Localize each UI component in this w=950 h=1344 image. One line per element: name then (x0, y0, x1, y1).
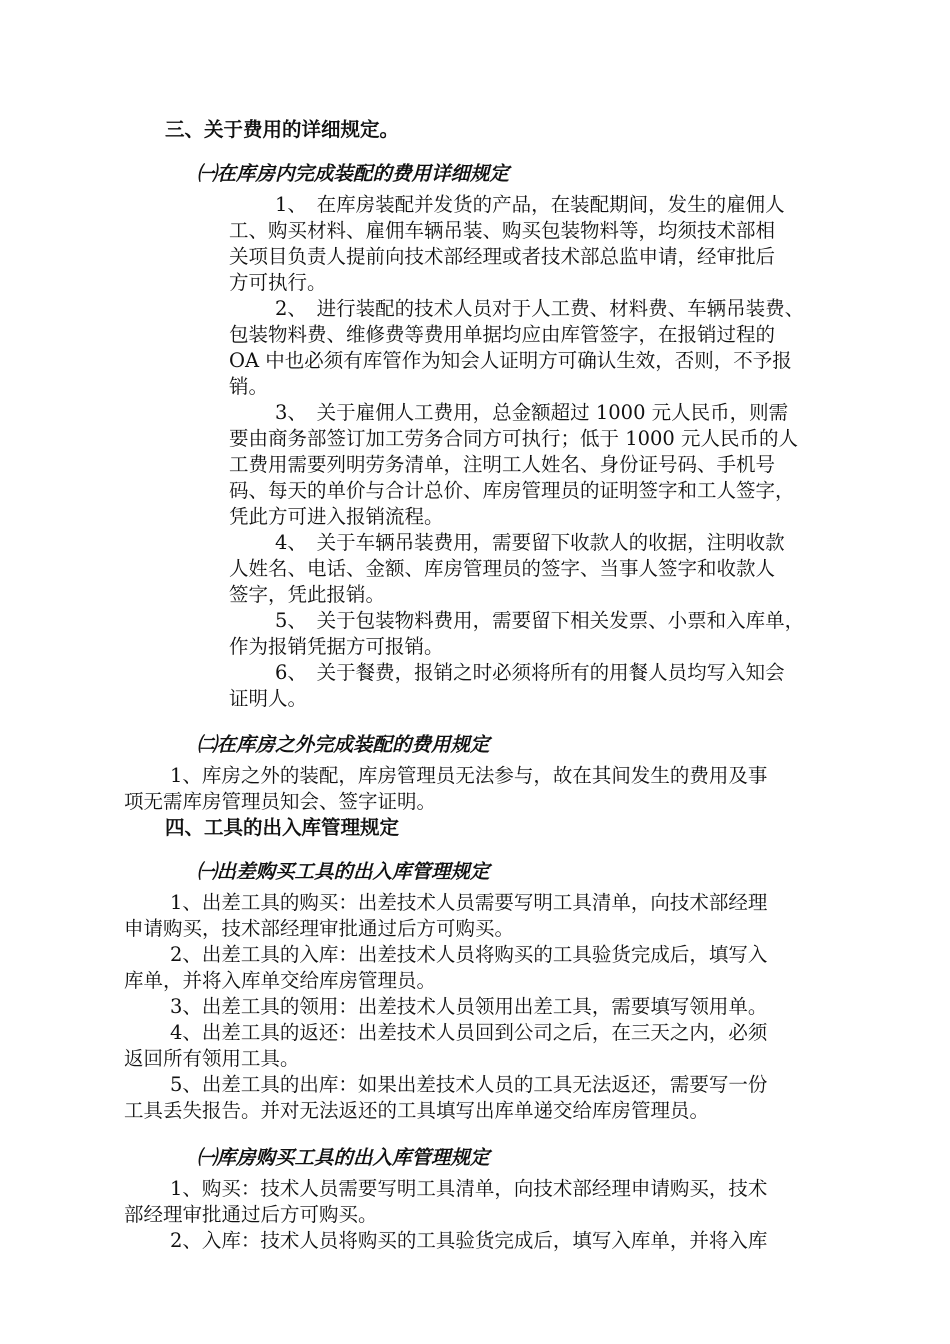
section-4-heading: 四、工具的出入库管理规定 (165, 816, 400, 839)
s3-item-2-line-1: 2、 进行装配的技术人员对于人工费、材料费、车辆吊装费、 (275, 297, 805, 320)
s3-item-5-line-1: 5、 关于包装物料费用，需要留下相关发票、小票和入库单， (275, 609, 805, 632)
s3-item-2-line-3: OA 中也必须有库管作为知会人证明方可确认生效，否则，不予报 (229, 349, 792, 372)
s4-sub1-line-3: 2、出差工具的入库：出差技术人员将购买的工具验货完成后，填写入 (170, 943, 768, 966)
s3-item-2-line-4: 销。 (229, 375, 269, 398)
s4-sub2-line-3: 2、入库：技术人员将购买的工具验货完成后，填写入库单，并将入库 (170, 1229, 768, 1252)
section-4-sub-1-heading: ㈠出差购买工具的出入库管理规定 (197, 860, 490, 883)
s3-sub2-line-1: 1、库房之外的装配，库房管理员无法参与，故在其间发生的费用及事 (170, 764, 768, 787)
s3-item-1-line-2: 工、购买材料、雇佣车辆吊装、购买包装物料等，均须技术部相 (229, 219, 776, 242)
s4-sub1-line-8: 5、出差工具的出库：如果出差技术人员的工具无法返还，需要写一份 (170, 1073, 768, 1096)
s3-item-4-line-3: 签字，凭此报销。 (229, 583, 386, 606)
s4-sub1-line-7: 返回所有领用工具。 (124, 1047, 300, 1070)
s3-item-5-line-2: 作为报销凭据方可报销。 (229, 635, 444, 658)
s3-item-6-line-2: 证明人。 (229, 687, 308, 710)
s3-item-3-line-2: 要由商务部签订加工劳务合同方可执行；低于 1000 元人民币的人 (229, 427, 799, 450)
s3-item-4-line-1: 4、 关于车辆吊装费用，需要留下收款人的收据，注明收款 (275, 531, 785, 554)
s3-item-3-line-1: 3、 关于雇佣人工费用，总金额超过 1000 元人民币，则需 (275, 401, 789, 424)
s4-sub1-line-9: 工具丢失报告。并对无法返还的工具填写出库单递交给库房管理员。 (124, 1099, 710, 1122)
s3-item-1-line-4: 方可执行。 (229, 271, 327, 294)
s4-sub2-line-1: 1、购买：技术人员需要写明工具清单，向技术部经理申请购买，技术 (170, 1177, 768, 1200)
s3-item-1-line-3: 关项目负责人提前向技术部经理或者技术部总监申请，经审批后 (229, 245, 776, 268)
s3-item-3-line-3: 工费用需要列明劳务清单，注明工人姓名、身份证号码、手机号 (229, 453, 776, 476)
s3-item-3-line-4: 码、每天的单价与合计总价、库房管理员的证明签字和工人签字， (229, 479, 795, 502)
section-3-heading: 三、关于费用的详细规定。 (165, 118, 400, 141)
s3-item-1-line-1: 1、 在库房装配并发货的产品，在装配期间，发生的雇佣人 (275, 193, 785, 216)
s3-item-2-line-2: 包装物料费、维修费等费用单据均应由库管签字，在报销过程的 (229, 323, 776, 346)
s3-item-4-line-2: 人姓名、电话、金额、库房管理员的签字、当事人签字和收款人 (229, 557, 776, 580)
s4-sub1-line-1: 1、出差工具的购买：出差技术人员需要写明工具清单，向技术部经理 (170, 891, 768, 914)
section-3-sub-1-heading: ㈠在库房内完成装配的费用详细规定 (197, 162, 510, 185)
s4-sub1-line-5: 3、出差工具的领用：出差技术人员领用出差工具，需要填写领用单。 (170, 995, 768, 1018)
s3-item-3-line-5: 凭此方可进入报销流程。 (229, 505, 444, 528)
s4-sub1-line-6: 4、出差工具的返还：出差技术人员回到公司之后，在三天之内，必须 (170, 1021, 768, 1044)
s3-sub2-line-2: 项无需库房管理员知会、签字证明。 (124, 790, 437, 813)
s3-item-6-line-1: 6、 关于餐费，报销之时必须将所有的用餐人员均写入知会 (275, 661, 785, 684)
s4-sub1-line-2: 申请购买，技术部经理审批通过后方可购买。 (124, 917, 515, 940)
s4-sub2-line-2: 部经理审批通过后方可购买。 (124, 1203, 378, 1226)
section-4-sub-2-heading: ㈠库房购买工具的出入库管理规定 (197, 1146, 490, 1169)
s4-sub1-line-4: 库单，并将入库单交给库房管理员。 (124, 969, 437, 992)
section-3-sub-2-heading: ㈡在库房之外完成装配的费用规定 (197, 733, 490, 756)
